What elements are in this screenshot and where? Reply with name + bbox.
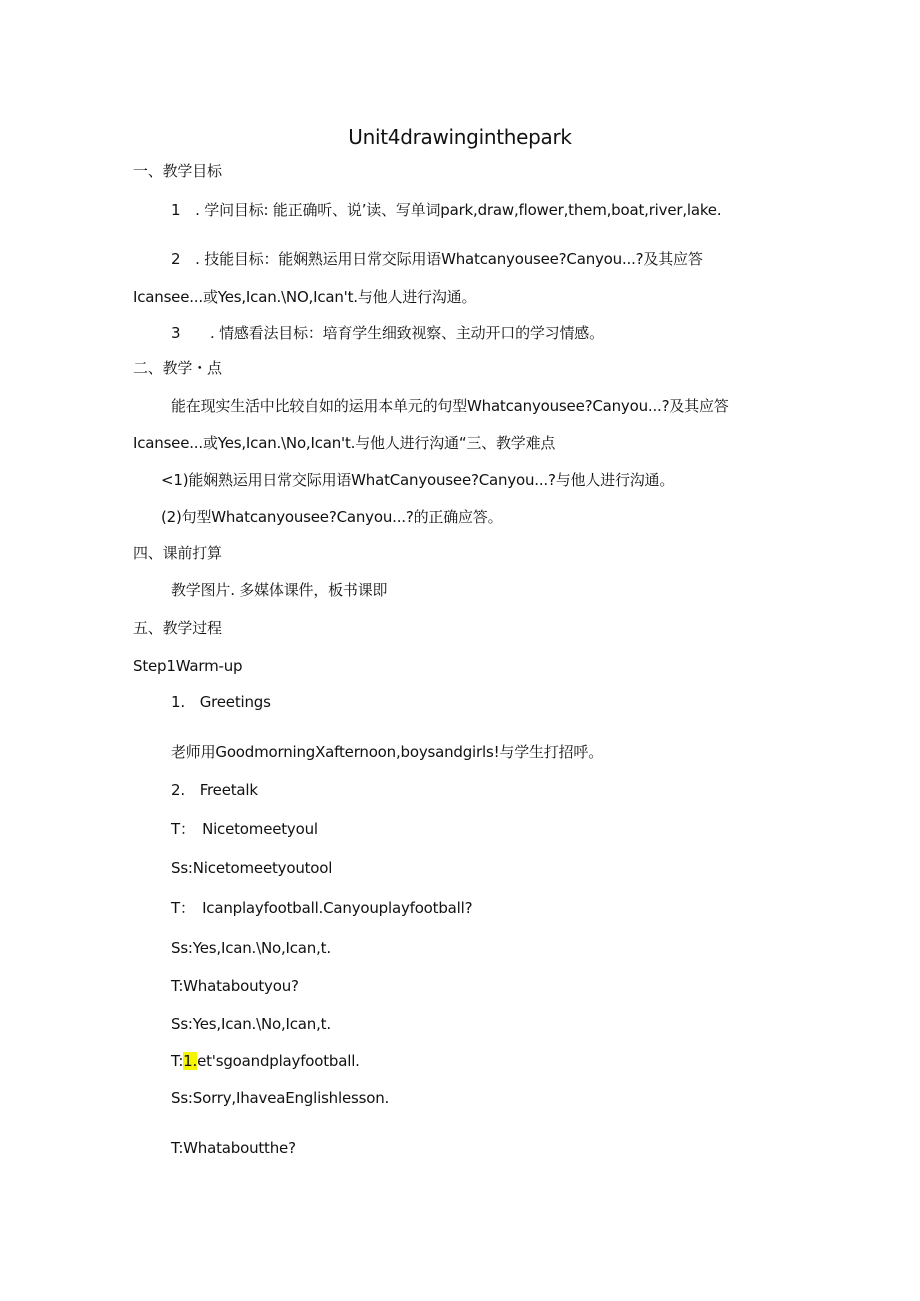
preparation-text: 教学图片. 多媒体课件，板书课即	[171, 581, 388, 599]
goal-attitude: 3 . 情感看法目标：培育学生细致视察、主动开口的学习情感。	[171, 324, 604, 342]
goal-knowledge: 1 . 学问目标: 能正确听、说’读、写单词park,draw,flower,them,boat,river,lake.	[171, 201, 722, 219]
dialogue-line	[171, 1051, 360, 1071]
key-point-text-continued: Icansee...或Yes,Ican.\No,Ican't.与他人进行沟通“三、教学难点	[133, 434, 556, 452]
section-heading-preparation: 四、课前打算	[133, 544, 222, 562]
goal-skill-continued: Icansee...或Yes,Ican.\NO,Ican't.与他人进行沟通。	[133, 288, 477, 306]
dialogue-line: Ss:Sorry,IhaveaEnglishlesson.	[171, 1089, 390, 1107]
dialogue-line: Ss:Nicetomeetyoutool	[171, 859, 333, 877]
highlighted-text: 1.	[183, 1052, 198, 1070]
step-item-freetalk: 2. Freetalk	[171, 781, 258, 799]
difficulty-item-2: (2)句型Whatcanyousee?Canyou...?的正确应答。	[161, 508, 503, 526]
section-heading-process: 五、教学过程	[133, 619, 222, 637]
dialogue-line: T:Whataboutyou?	[171, 977, 299, 995]
dialogue-line: T： Nicetomeetyoul	[171, 820, 318, 838]
dialogue-line: Ss:Yes,Ican.\No,Ican,t.	[171, 1015, 331, 1033]
dialogue-line: T:Whataboutthe?	[171, 1139, 296, 1157]
dialogue-line: T： Icanplayfootball.Canyouplayfootball?	[171, 899, 473, 917]
step-item-greetings: 1. Greetings	[171, 693, 271, 711]
dialogue-text: et'sgoandplayfootball.	[197, 1052, 360, 1070]
difficulty-item-1: <1)能娴熟运用日常交际用语WhatCanyousee?Canyou...?与他人进行沟通。	[161, 471, 675, 489]
dialogue-speaker: T:	[171, 1052, 184, 1070]
section-heading-goals: 一、教学目标	[133, 162, 222, 180]
key-point-text: 能在现实生活中比较自如的运用本单元的句型Whatcanyousee?Canyou...?及其应答	[171, 397, 729, 415]
goal-skill: 2 . 技能目标：能娴熟运用日常交际用语Whatcanyousee?Canyou...?及其应答	[171, 250, 703, 268]
document-title: Unit4drawinginthepark	[348, 125, 572, 149]
dialogue-line: Ss:Yes,Ican.\No,Ican,t.	[171, 939, 331, 957]
step-heading: Step1Warm-up	[133, 657, 243, 675]
greetings-text: 老师用GoodmorningXafternoon,boysandgirls!与学生打招呼。	[171, 743, 603, 761]
section-heading-key-points: 二、教学・点	[133, 359, 222, 377]
